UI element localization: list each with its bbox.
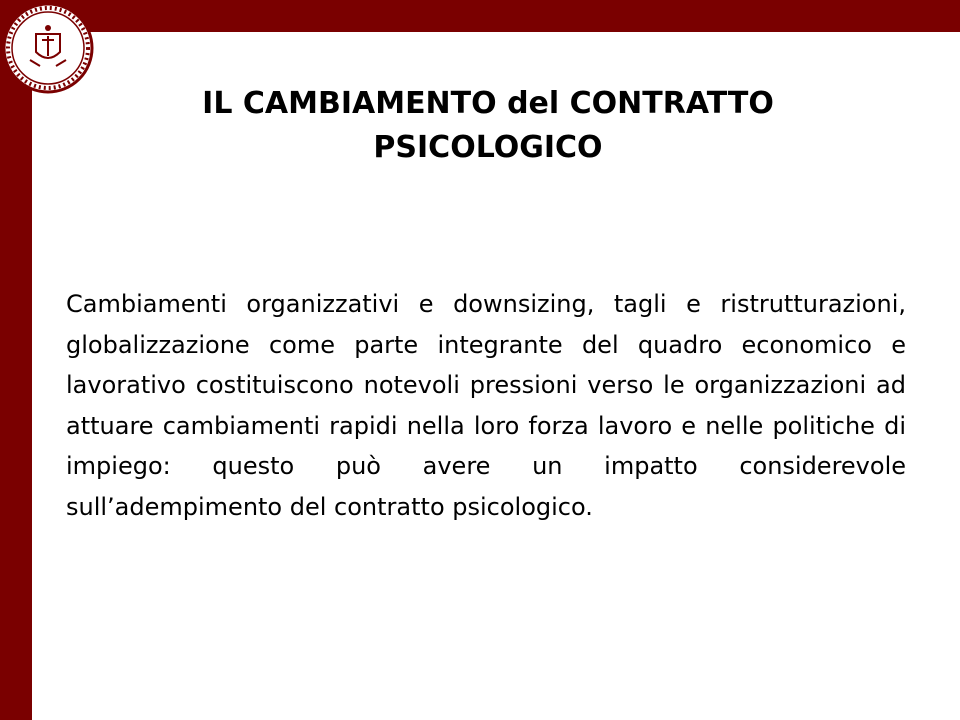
university-seal-icon	[0, 0, 96, 96]
slide-title-line1: IL CAMBIAMENTO del CONTRATTO	[202, 86, 774, 121]
slide-title	[100, 82, 876, 170]
slide-body-paragraph: Cambiamenti organizzativi e downsizing, tagli e ristrutturazioni, globalizzazione come parte integrante del quadro economico e lavorativo costituiscono notevoli pressioni verso le organizzazioni ad attuare cambiamenti rapidi nella loro forza lavoro e nelle politiche di impiego: questo può avere un impatto considerevole sull’adempimento del contratto psicologico.	[66, 290, 906, 521]
slide-title-line2: PSICOLOGICO	[373, 130, 603, 165]
top-frame-bar	[0, 0, 960, 32]
left-frame-bar	[0, 0, 32, 720]
